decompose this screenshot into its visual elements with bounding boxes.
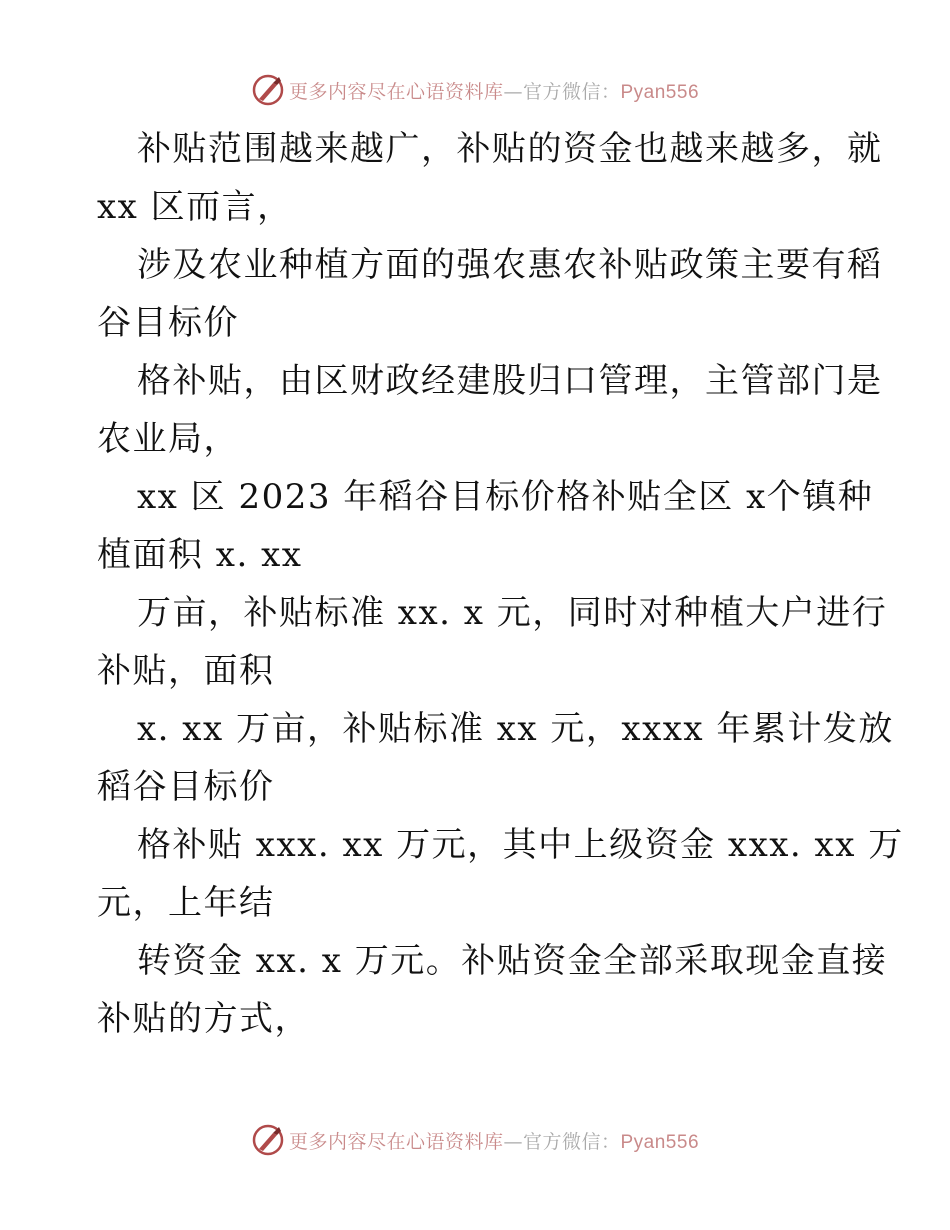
paragraph-line: 涉及农业种植方面的强农惠农补贴政策主要有稻: [137, 245, 883, 285]
paragraph-line: 格补贴 xxx. xx 万元，其中上级资金 xxx. xx 万: [137, 825, 904, 865]
banner-dash: —: [503, 80, 523, 103]
paragraph-line: 格补贴，由区财政经建股归口管理，主管部门是: [137, 361, 883, 401]
banner-wechat-id: Pyan556: [620, 81, 700, 103]
banner-text: [289, 1127, 699, 1154]
paragraph-line: 稻谷目标价: [97, 767, 275, 807]
paragraph-line: 转资金 xx. x 万元。补贴资金全部采取现金直接: [137, 941, 888, 981]
banner-slogan: 更多内容尽在心语资料库: [288, 1130, 504, 1153]
document-body: [97, 120, 904, 1048]
banner-dash: —: [503, 1130, 523, 1153]
paragraph-line: 补贴范围越来越广，补贴的资金也越来越多，就: [137, 129, 883, 169]
paragraph-line: xx 区而言，: [97, 187, 293, 227]
header-banner: [0, 70, 950, 110]
paragraph-line: 元，上年结: [97, 883, 275, 923]
banner-wechat-id: Pyan556: [620, 1131, 700, 1153]
paragraph-line: 谷目标价: [97, 303, 239, 343]
brush-pen-logo-icon: [251, 73, 285, 107]
footer-banner: [0, 1120, 950, 1160]
banner-wechat-label: 官方微信：: [522, 80, 621, 103]
paragraph-line: 补贴，面积: [97, 651, 275, 691]
banner-slogan: 更多内容尽在心语资料库: [288, 80, 504, 103]
paragraph-line: x. xx 万亩，补贴标准 xx 元，xxxx 年累计发放: [137, 709, 894, 749]
paragraph-line: 植面积 x. xx: [97, 535, 303, 575]
paragraph-line: 补贴的方式，: [97, 999, 310, 1039]
paragraph-line: 农业局，: [97, 419, 239, 459]
banner-text: [289, 77, 699, 104]
paragraph-line: xx 区 2023 年稻谷目标价格补贴全区 x个镇种: [137, 477, 874, 517]
brush-pen-logo-icon: [251, 1123, 285, 1157]
paragraph-line: 万亩，补贴标准 xx. x 元，同时对种植大户进行: [137, 593, 888, 633]
banner-wechat-label: 官方微信：: [522, 1130, 621, 1153]
